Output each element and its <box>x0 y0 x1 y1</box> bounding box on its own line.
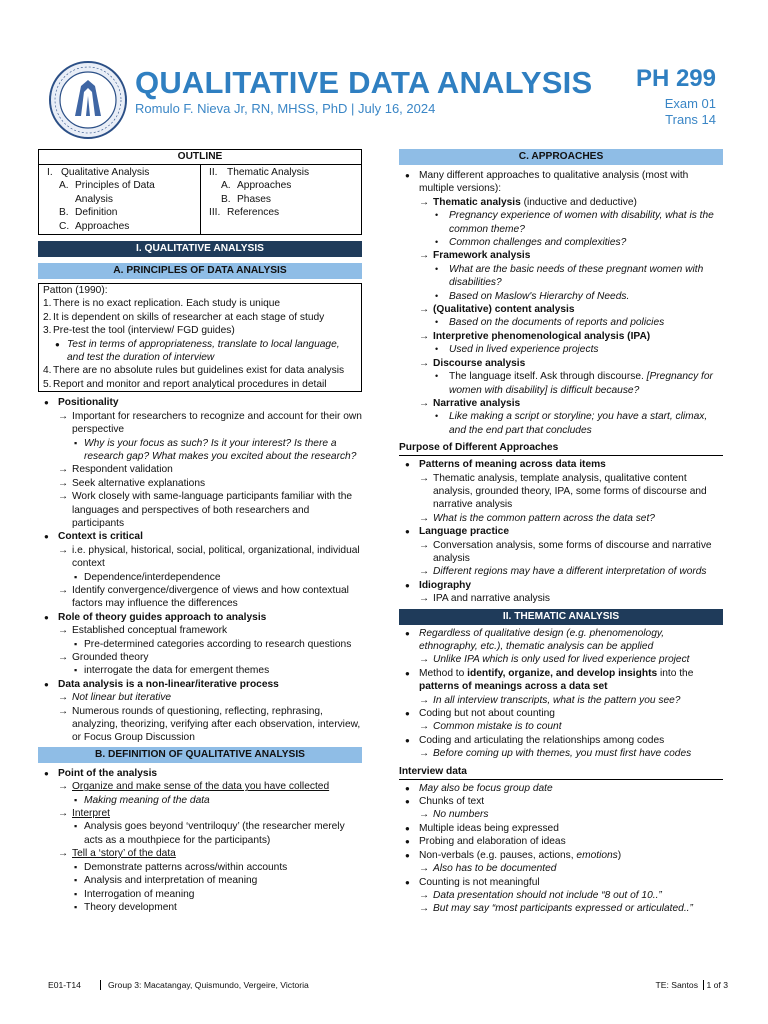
list-item <box>399 592 723 605</box>
list-item <box>399 835 723 848</box>
arrow-icon: → <box>419 889 430 901</box>
bullet-icon: • <box>435 344 439 355</box>
list-item: Test in terms of appropriateness, translate to local language, and test the duration of interview <box>67 338 340 364</box>
outline-label: Thematic Analysis <box>227 167 310 178</box>
arrow-icon: → <box>419 472 430 484</box>
list-text: Chunks of text <box>419 796 485 808</box>
list-text: Organize and make sense of the data you have collected <box>72 781 330 793</box>
list-item <box>399 263 723 290</box>
arrow-icon: → <box>58 705 69 717</box>
outline-item <box>47 166 198 179</box>
bullet-icon: ● <box>405 735 410 745</box>
bullet-icon: ● <box>44 612 49 622</box>
text-run: emotions <box>576 849 618 861</box>
list-text: Counting is not meaningful <box>419 876 540 888</box>
text-run: The language itself. Ask through discourse. <box>449 371 647 383</box>
list-text <box>419 667 723 694</box>
list-text: Patterns of meaning across data items <box>419 459 606 471</box>
page-number: 1 of 3 <box>706 980 728 990</box>
bullet-icon: • <box>435 237 439 248</box>
list-text: Role of theory guides approach to analysis <box>58 611 267 623</box>
list-number: 4. <box>43 365 52 377</box>
list-text: Many different approaches to qualitative analysis (most with multiple versions): <box>419 170 689 195</box>
list-text: Based on the documents of reports and policies <box>449 317 665 329</box>
list-text: In all interview transcripts, what is the pattern you see? <box>433 694 681 706</box>
arrow-icon: → <box>58 781 69 793</box>
arrow-icon: → <box>58 477 69 489</box>
list-number: 1. <box>43 298 52 310</box>
list-item <box>38 847 362 860</box>
list-item <box>38 396 362 409</box>
list-text: Point of the analysis <box>58 767 158 779</box>
list-text: Interpretive phenomenological analysis (IPA) <box>433 330 651 342</box>
bullet-icon: • <box>435 411 439 422</box>
list-text: Analysis and interpretation of meaning <box>84 875 258 887</box>
list-text: Why is your focus as such? Is it your interest? Is there a research gap? What makes you excited about the research? <box>84 437 357 462</box>
list-item <box>38 874 362 887</box>
list-item <box>399 667 723 694</box>
list-item <box>399 747 723 760</box>
bullet-icon: ● <box>405 668 410 678</box>
outline-heading: OUTLINE <box>39 150 361 165</box>
arrow-icon: → <box>419 250 430 262</box>
list-text: Coding but not about counting <box>419 708 555 720</box>
bullet-icon: ● <box>405 850 410 860</box>
arrow-icon: → <box>419 330 430 342</box>
list-text: interrogate the data for emergent themes <box>84 665 270 677</box>
arrow-icon: → <box>58 584 69 596</box>
bullet-icon: ● <box>405 823 410 833</box>
bullet-icon: ● <box>44 398 49 408</box>
outline-number: I. <box>47 167 53 178</box>
subsection-heading: C. APPROACHES <box>399 149 723 165</box>
bullet-icon: • <box>435 290 439 301</box>
list-item <box>38 437 362 464</box>
bullet-icon: ▪ <box>74 875 78 886</box>
bullet-icon: ▪ <box>74 794 78 805</box>
list-item: Report and monitor and report analytical procedures in detail <box>53 378 327 390</box>
outline-label: Qualitative Analysis <box>61 167 150 178</box>
list-text: Data analysis is a non-linear/iterative process <box>58 678 279 690</box>
list-item <box>399 472 723 512</box>
list-item <box>399 169 723 196</box>
list-item <box>399 734 723 747</box>
list-text: Probing and elaboration of ideas <box>419 836 566 848</box>
bullet-icon: ● <box>405 171 410 180</box>
bullet-icon: ▪ <box>74 821 78 832</box>
list-item <box>399 565 723 578</box>
bullet-icon: ● <box>405 628 410 638</box>
list-item <box>38 861 362 874</box>
outline-item <box>209 179 359 192</box>
left-column <box>38 149 362 914</box>
outline-item <box>47 193 198 206</box>
list-item <box>399 707 723 720</box>
outline-number: II. <box>209 167 218 178</box>
list-text: Interrogation of meaning <box>84 888 195 900</box>
arrow-icon: → <box>419 748 430 760</box>
outline-number: III. <box>209 207 221 219</box>
bullet-icon: ▪ <box>74 665 78 676</box>
arrow-icon: → <box>58 808 69 820</box>
list-item: Pre-test the tool (interview/ FGD guides) <box>53 325 235 337</box>
list-item <box>399 525 723 538</box>
list-item <box>399 209 723 236</box>
footer-divider <box>100 980 101 990</box>
thematic-list <box>399 627 723 761</box>
list-item <box>38 807 362 820</box>
list-text: Tell a ‘story’ of the data <box>72 848 176 860</box>
list-text: Narrative analysis <box>433 397 521 409</box>
list-item <box>38 490 362 530</box>
interview-list <box>399 782 723 916</box>
outline-number: A. <box>59 180 69 192</box>
list-item <box>399 330 723 343</box>
list-text: Important for researchers to recognize and account for their own perspective <box>72 410 362 436</box>
exam-label: Exam 01 <box>664 96 716 111</box>
bullet-icon: ● <box>55 339 60 349</box>
text-run: (inductive and deductive) <box>520 196 637 208</box>
footer-group: Group 3: Macatangay, Quismundo, Vergeire, Victoria <box>108 980 309 990</box>
arrow-icon: → <box>58 544 69 556</box>
list-number: 2. <box>43 311 52 323</box>
bullet-icon: ● <box>405 783 410 793</box>
list-text: Positionality <box>58 397 119 409</box>
list-item <box>399 343 723 356</box>
list-text: What is the common pattern across the data set? <box>433 512 655 524</box>
list-item: There are no absolute rules but guidelines exist for data analysis <box>53 365 345 377</box>
list-item <box>399 822 723 835</box>
list-item <box>38 611 362 624</box>
text-run: patterns of meanings across a data set <box>419 681 608 693</box>
list-text: Grounded theory <box>72 652 149 663</box>
list-text: Before coming up with themes, you must first have codes <box>433 748 692 760</box>
purpose-heading: Purpose of Different Approaches <box>399 441 723 456</box>
bullet-icon: ● <box>405 580 410 590</box>
list-item <box>38 544 362 571</box>
list-text: Pre-determined categories according to research questions <box>84 638 352 650</box>
list-item <box>399 862 723 875</box>
document-header <box>0 0 768 140</box>
list-text: Established conceptual framework <box>72 625 228 637</box>
subsection-heading: B. DEFINITION OF QUALITATIVE ANALYSIS <box>38 747 362 763</box>
outline-number <box>59 193 75 206</box>
list-item <box>38 651 362 664</box>
list-text: No numbers <box>433 809 489 821</box>
list-item: It is dependent on skills of researcher at each stage of study <box>53 311 325 323</box>
bullet-icon: ● <box>44 768 49 778</box>
list-text: Coding and articulating the relationships among codes <box>419 734 665 746</box>
outline-number: B. <box>221 193 231 205</box>
bullet-icon: • <box>435 210 439 221</box>
outline-label: Approaches <box>75 220 130 232</box>
bullet-icon: ▪ <box>74 901 78 912</box>
list-item <box>38 678 362 691</box>
list-item <box>38 530 362 543</box>
approaches-list <box>399 169 723 437</box>
list-item <box>399 410 723 437</box>
list-text: Discourse analysis <box>433 357 526 369</box>
outline-label: Definition <box>75 207 118 219</box>
list-item <box>399 808 723 821</box>
bullet-icon: ▪ <box>74 437 78 448</box>
list-item <box>399 458 723 471</box>
list-item <box>399 782 723 795</box>
arrow-icon: → <box>419 512 430 524</box>
bullet-icon: ● <box>44 679 49 689</box>
outline-left-column <box>39 165 200 234</box>
list-text: Demonstrate patterns across/within accounts <box>84 861 288 873</box>
outline-item <box>47 220 198 233</box>
arrow-icon: → <box>419 196 430 208</box>
list-text: Data presentation should not include “8 out of 10..” <box>433 889 662 901</box>
list-item: There is no exact replication. Each study is unique <box>53 298 281 310</box>
outline-number: A. <box>221 180 231 192</box>
arrow-icon: → <box>419 304 430 316</box>
list-item <box>399 357 723 370</box>
list-text: Conversation analysis, some forms of discourse and narrative analysis <box>433 539 712 564</box>
document-title: QUALITATIVE DATA ANALYSIS <box>135 65 593 100</box>
list-item <box>399 720 723 733</box>
list-text: But may say “most participants expressed or articulated..” <box>433 903 693 915</box>
bullet-icon: ● <box>405 709 410 719</box>
bullet-icon: ▪ <box>74 861 78 872</box>
list-text <box>433 196 637 209</box>
list-item <box>399 370 723 397</box>
arrow-icon: → <box>58 848 69 860</box>
arrow-icon: → <box>419 539 430 551</box>
list-text: Language practice <box>419 526 510 538</box>
bullet-icon: • <box>435 263 439 274</box>
outline-item <box>209 206 359 219</box>
outline-item <box>47 206 198 219</box>
list-text: Based on Maslow's Hierarchy of Needs. <box>449 290 630 302</box>
outline-item <box>209 193 359 206</box>
list-text: Regardless of qualitative design (e.g. phenomenology, ethnography, etc.), thematic analysis can be applied <box>419 627 665 652</box>
arrow-icon: → <box>419 357 430 369</box>
patton-box <box>38 283 362 392</box>
arrow-icon: → <box>419 694 430 706</box>
bullet-icon: ● <box>405 797 410 807</box>
footer-te: TE: Santos <box>655 980 698 990</box>
list-text: Idiography <box>419 579 472 591</box>
list-text: Multiple ideas being expressed <box>419 822 559 834</box>
text-run: Method to <box>419 667 468 679</box>
list-item <box>38 820 362 847</box>
bullet-icon: ● <box>405 460 410 470</box>
list-text: Interpret <box>72 808 110 820</box>
university-seal-icon <box>48 60 128 140</box>
list-item <box>399 627 723 654</box>
outline-table <box>38 149 362 235</box>
list-text <box>419 849 621 862</box>
arrow-icon: → <box>58 410 69 422</box>
footer-divider <box>703 980 704 990</box>
list-item <box>399 196 723 209</box>
list-item <box>399 902 723 915</box>
list-text: Dependence/interdependence <box>84 571 221 583</box>
bullet-icon: ● <box>405 527 410 537</box>
page-footer <box>38 978 732 992</box>
arrow-icon: → <box>58 625 69 637</box>
list-item <box>399 236 723 249</box>
list-item <box>38 780 362 793</box>
list-text: What are the basic needs of these pregnant women with disabilities? <box>449 263 704 289</box>
list-item <box>38 477 362 490</box>
outline-item <box>209 166 359 179</box>
list-text: Theory development <box>84 901 177 913</box>
text-run: ) <box>617 849 622 861</box>
list-text: Making meaning of the data <box>84 794 210 806</box>
list-item <box>399 889 723 902</box>
list-item <box>399 849 723 862</box>
list-item <box>399 653 723 666</box>
list-item <box>38 584 362 611</box>
course-code: PH 299 <box>635 65 716 92</box>
list-item <box>38 767 362 780</box>
list-item <box>399 290 723 303</box>
list-item <box>38 705 362 745</box>
arrow-icon: → <box>58 491 69 503</box>
bullet-icon: ● <box>405 877 410 887</box>
list-item <box>399 795 723 808</box>
arrow-icon: → <box>58 464 69 476</box>
footer-code: E01-T14 <box>48 980 81 990</box>
list-item <box>399 539 723 566</box>
list-item <box>399 249 723 262</box>
arrow-icon: → <box>58 692 69 704</box>
trans-label: Trans 14 <box>665 112 716 127</box>
arrow-icon: → <box>419 654 430 666</box>
list-text: Pregnancy experience of women with disability, what is the common theme? <box>449 210 714 235</box>
list-item <box>38 794 362 807</box>
list-item <box>38 691 362 704</box>
outline-label: Analysis <box>75 193 113 205</box>
list-text: Context is critical <box>58 531 143 543</box>
subsection-heading: A. PRINCIPLES OF DATA ANALYSIS <box>38 263 362 279</box>
bullet-icon: ▪ <box>74 571 78 582</box>
list-text: Different regions may have a different interpretation of words <box>433 566 707 578</box>
list-number: 5. <box>43 378 52 390</box>
patton-heading: Patton (1990): <box>43 285 108 297</box>
bullet-icon: ● <box>405 837 410 847</box>
arrow-icon: → <box>419 397 430 409</box>
arrow-icon: → <box>419 903 430 915</box>
list-item <box>399 579 723 592</box>
list-text: Like making a script or storyline; you have a start, climax, and the end part that concludes <box>449 411 708 436</box>
text-run: Non-verbals (e.g. pauses, actions, <box>419 849 577 861</box>
list-text: Respondent validation <box>72 464 173 476</box>
list-text: Common mistake is to count <box>433 721 562 733</box>
outline-label: Approaches <box>237 180 292 192</box>
list-item <box>38 638 362 651</box>
list-text: IPA and narrative analysis <box>433 593 551 605</box>
list-text: Analysis goes beyond ‘ventriloquy’ (the researcher merely acts as a mouthpiece for the participants) <box>84 821 345 846</box>
right-column <box>399 149 723 916</box>
list-item <box>38 410 362 437</box>
list-item <box>38 463 362 476</box>
outline-number: B. <box>59 207 69 219</box>
definition-list <box>38 767 362 914</box>
text-run: Thematic analysis <box>433 196 521 208</box>
outline-label: Principles of Data <box>75 180 155 192</box>
arrow-icon: → <box>419 721 430 733</box>
list-text: Unlike IPA which is only used for lived experience project <box>433 654 690 666</box>
outline-item <box>47 179 198 192</box>
arrow-icon: → <box>58 652 69 663</box>
arrow-icon: → <box>419 809 430 821</box>
list-item <box>38 888 362 901</box>
list-item <box>399 694 723 707</box>
bullet-icon: ▪ <box>74 888 78 899</box>
text-run: into the <box>657 667 694 679</box>
list-text: Also has to be documented <box>433 863 557 875</box>
list-item <box>38 624 362 637</box>
list-text: (Qualitative) content analysis <box>433 304 575 316</box>
list-text: Common challenges and complexities? <box>449 237 627 249</box>
outline-number: C. <box>59 220 70 232</box>
list-text: Seek alternative explanations <box>72 477 206 489</box>
arrow-icon: → <box>419 863 430 875</box>
list-text: i.e. physical, historical, social, political, organizational, individual context <box>72 544 360 570</box>
interview-heading: Interview data <box>399 765 723 780</box>
purpose-list <box>399 458 723 605</box>
arrow-icon: → <box>419 593 430 605</box>
text-run: [Pregnancy for women with disability] is difficult because? <box>449 371 713 396</box>
list-item <box>38 664 362 677</box>
section-heading: II. THEMATIC ANALYSIS <box>399 609 723 625</box>
arrow-icon: → <box>419 566 430 578</box>
list-text: Numerous rounds of questioning, reflecting, rephrasing, analyzing, theorizing, verifying after each observation, interview, or Focus Group Discussion <box>72 705 361 744</box>
list-item <box>399 316 723 329</box>
outline-right-column <box>200 165 361 234</box>
list-text: Not linear but iterative <box>72 692 172 704</box>
bullet-icon: ▪ <box>74 638 78 649</box>
list-number: 3. <box>43 325 52 337</box>
bullet-icon: • <box>435 371 439 382</box>
outline-label: References <box>227 207 280 219</box>
bullet-icon: • <box>435 317 439 328</box>
list-item <box>399 303 723 316</box>
bullet-icon: ● <box>44 532 49 542</box>
list-text: May also be focus group date <box>419 782 553 794</box>
list-text: Identify convergence/divergence of views and how contextual factors may influence the differences <box>72 584 349 610</box>
list-text: Used in lived experience projects <box>449 344 599 356</box>
author-date-line: Romulo F. Nieva Jr, RN, MHSS, PhD | July 16, 2024 <box>135 101 436 116</box>
list-text: Framework analysis <box>433 250 531 262</box>
list-text: Thematic analysis, template analysis, qualitative content analysis, grounded theory, IPA, some forms of discourse and narrative analysis <box>433 472 707 511</box>
text-run: identify, organize, and develop insights <box>467 667 658 679</box>
list-item <box>399 512 723 525</box>
section-heading: I. QUALITATIVE ANALYSIS <box>38 241 362 257</box>
list-item <box>399 397 723 410</box>
list-text <box>449 370 723 397</box>
list-text: Work closely with same-language participants familiar with the languages and perspectives of both researchers and participants <box>72 491 353 529</box>
list-item <box>38 571 362 584</box>
principles-list <box>38 396 362 745</box>
outline-label: Phases <box>237 193 271 205</box>
list-item <box>399 876 723 889</box>
list-item <box>38 901 362 914</box>
